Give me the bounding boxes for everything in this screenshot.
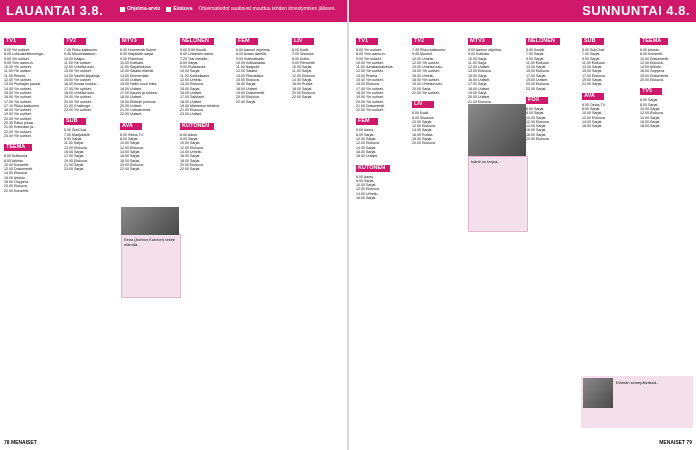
program-listing: 11.00 Yle uutiset. — [64, 60, 92, 65]
program-listing: 12.00 Elokuva. — [292, 73, 316, 78]
program-listing: 16.00 Arkisto. — [4, 175, 26, 180]
right-promo-text: Isänti on tarjoa... — [471, 159, 501, 164]
channel-header: TV5 — [640, 88, 662, 95]
program-listing: 15.00 Hellin suuri mies. — [120, 82, 158, 87]
bottom-strip — [581, 376, 693, 428]
left-footer: 78 MENAISET — [4, 440, 37, 446]
program-listing: 22.00 Sarjat. — [292, 95, 313, 100]
program-listing: 20.00 Uutiset. — [468, 95, 491, 100]
program-listing: 17.00 Sarjat. — [64, 154, 85, 159]
program-listing: 7.00 Sarjat. — [582, 52, 601, 57]
program-listing: 6.00 Aamu. — [356, 128, 375, 133]
program-listing: 12.00 Yle uutiset. — [412, 60, 440, 65]
program-listing: 20.00 Yle uutiset. — [4, 116, 32, 121]
program-listing: 10.00 Sarjat. — [292, 65, 313, 70]
program-listing: 6.00 Kodit. — [292, 48, 310, 52]
program-listing: 19.00 Mahdoton tehtävä. — [180, 103, 220, 108]
program-listing: 12.00 Elokuva. — [526, 119, 550, 124]
program-listing: 8.00 Sarjat. — [356, 132, 375, 137]
program-listing: 8.00 Sarjat. — [180, 60, 199, 65]
program-listing: 21.00 Dokumentti. — [356, 103, 386, 108]
program-listing: 6.00 Arkisto. — [640, 48, 660, 52]
listing-column — [468, 36, 524, 440]
program-listing: 18.00 Yle uutiset. — [356, 90, 384, 95]
program-listing: 17.00 Yle uutiset. — [356, 86, 384, 91]
program-listing: 11.00 Jumalanpalvelus. — [356, 65, 394, 70]
channel-header: TV2 — [412, 38, 434, 45]
program-listing: 6.00 Sarjat. — [640, 98, 659, 103]
program-listing: 14.00 Vauhtii kilpailuja. — [64, 73, 101, 78]
program-listing: 8.30 Iltapäivän sarjat. — [120, 52, 155, 57]
program-listing: 14.00 Uutiset. — [120, 78, 143, 83]
program-listing: 13.00 Sarjat. — [526, 65, 547, 70]
program-listing: 21.00 Elokuva. — [468, 99, 492, 104]
program-listing: 16.00 Yle uutiset. — [4, 95, 32, 100]
program-listing: 17.00 Sarjat. — [526, 73, 547, 78]
program-listing: 23.00 Uutiset. — [180, 112, 203, 117]
channel-header: TV1 — [4, 38, 26, 45]
program-listing: 20.00 Elokuva. — [526, 82, 550, 87]
program-listing: 8.00 Kotiin. — [292, 56, 310, 61]
program-listing: 10.00 Sarjat. — [180, 141, 201, 146]
program-listing: 22.00 Yle uutiset. — [412, 90, 440, 95]
left-promo-text: Eeva (Ashton Kutcher) tekee elämää... — [124, 237, 176, 247]
program-listing: 11.00 Elokuva. — [582, 60, 606, 65]
program-listing: 14.00 Arkisto. — [640, 65, 662, 70]
program-listing: 11.00 Sarja. — [468, 60, 488, 65]
program-listing: 10.00 Sarjat. — [120, 141, 141, 146]
program-listing: 16.00 Urheilu. — [412, 73, 435, 78]
program-listing: 7.00 Maajussille. — [64, 132, 91, 137]
program-listing: 15.00 Elokuva. — [526, 69, 550, 74]
program-listing: 18.00 Sarjat. — [180, 158, 201, 163]
program-listing: 14.00 Elokuva. — [4, 171, 28, 176]
program-listing: 20.00 Elokuva. — [292, 90, 316, 95]
program-listing: 7.00 Sisustus. — [292, 52, 315, 57]
program-listing: 9.00 Yle uutiset. — [356, 56, 382, 61]
bottom-strip-photo — [583, 378, 613, 408]
program-listing: 16.00 Sarjat. — [526, 128, 547, 133]
program-listing: 8.00 Yle uutiset. — [356, 48, 382, 52]
program-listing: 9.05 Ylen aamu-tv. — [4, 60, 34, 65]
program-listing: 19.00 Uutiset. — [526, 78, 549, 83]
program-listing: 12.00 Yle uutiset. — [356, 69, 384, 74]
program-listing: 13.00 Puoliajan paussi. — [4, 82, 42, 87]
program-listing: 6.00 Unelmien aamu. — [180, 52, 215, 57]
program-listing: 14.00 Sarjat. — [582, 119, 603, 124]
right-promo-box — [468, 156, 528, 232]
listing-column — [526, 36, 582, 440]
program-listing: 15.00 Yle uutiset. — [64, 78, 92, 83]
program-listing: 5.00 5.50 Koodit. — [180, 48, 208, 52]
channel-header: AVA — [582, 93, 604, 100]
program-listing: 8.00 Arkisto. — [4, 158, 24, 163]
program-listing: 20.00 Uutiset. — [120, 103, 143, 108]
program-listing: 14.00 Sarjat. — [526, 124, 547, 129]
program-listing: 7.20 Tosi meidän... — [180, 56, 211, 61]
program-listing: 11.00 Sarjaelokuva. — [120, 65, 152, 70]
left-day-title: LAUANTAI 3.8. — [6, 3, 104, 18]
program-listing: 14.00 Sarjat. — [120, 149, 141, 154]
program-listing: 13.00 Elokuva. — [180, 82, 204, 87]
program-listing: 12.00 Yle uutiset. — [4, 78, 32, 83]
channel-header: KUTONEN — [180, 123, 214, 130]
listing-column — [412, 36, 468, 440]
channel-header: MTV3 — [468, 38, 492, 45]
program-listing: 18.00 Dokumentti. — [640, 73, 670, 78]
program-listing: 13.00 Elokuva. — [64, 145, 88, 150]
program-listing: 18.00 Uutiset. — [468, 86, 491, 91]
program-listing: 12.00 Elokuva. — [582, 115, 606, 120]
program-listing: 6.00 Ostos-TV. — [120, 132, 144, 137]
program-listing: 15.00 Yle uutiset. — [412, 69, 440, 74]
program-listing: 13.00 Elokuva. — [468, 69, 492, 74]
program-listing: 15.00 Elokuva. — [356, 82, 380, 87]
program-listing: 21.00 Elokuva. — [180, 108, 204, 113]
program-listing: 22.00 Yle uutiset. — [356, 108, 384, 113]
program-listing: 14.00 Sarjat. — [356, 145, 377, 150]
program-listing: 10.00 Kotikatu. — [120, 60, 144, 65]
left-promo-photo — [121, 207, 179, 235]
program-listing: 10.00 Sarjat. — [356, 183, 377, 188]
program-listing: 13.00 Urheiluruutu. — [412, 65, 443, 70]
program-listing: 8.05 Ylen aamu-tv. — [356, 52, 386, 57]
program-listing: 16.00 Sarjat. — [582, 124, 603, 129]
channel-header: FEM — [356, 118, 378, 125]
program-listing: 6.00 Kulttuuria. — [4, 154, 29, 159]
program-listing: 16.00 Ruoka. — [412, 132, 434, 137]
program-listing: 8.00 Avaan äärellä. — [236, 52, 267, 57]
program-listing: 12.00 Elokuva. — [640, 60, 664, 65]
program-listing: 5.00 SubChat. — [64, 128, 87, 133]
program-listing: 14.00 Yle uutiset. — [4, 86, 32, 91]
program-listing: 17.00 Sarja. — [468, 82, 488, 87]
program-listing: 11.00 Sarjat. — [64, 141, 85, 146]
right-promo-photo — [468, 104, 526, 156]
listing-column — [180, 36, 236, 440]
program-listing: 9.00 Kotikatu. — [468, 52, 490, 57]
right-footer: MENAISET 79 — [659, 440, 692, 446]
program-listing: 8.00 Sisustus. — [412, 115, 435, 120]
program-listing: 14.00 Urheilu. — [356, 191, 379, 196]
program-listing: 6.00 Aamu. — [180, 132, 199, 137]
program-listing: 8.00 Sarjat. — [356, 178, 375, 183]
program-listing: 11.00 Elokuva. — [526, 60, 550, 65]
program-listing: 18.00 Yle uutiset. — [4, 108, 32, 113]
program-listing: 12.00 Elokuva. — [412, 124, 436, 129]
program-listing: 15.00 Sarjat. — [582, 69, 603, 74]
program-listing: 19.00 Sarjat. — [582, 78, 603, 83]
left-promo-box — [121, 234, 181, 298]
program-listing: 14.00 Sarjat. — [640, 115, 661, 120]
channel-header: FOX — [526, 97, 548, 104]
program-listing: 20.00 Elokuva. — [180, 162, 204, 167]
program-listing: 13.00 Sarjat. — [582, 65, 603, 70]
program-listing: 18.00 Yle uutiset. — [412, 78, 440, 83]
program-listing: 20.00 Elokuva. — [4, 184, 28, 189]
program-listing: 18.00 Uutiset. — [180, 99, 203, 104]
program-listing: 15.00 Sarjat. — [180, 86, 201, 91]
program-listing: 20.00 Yle uutiset. — [64, 99, 92, 104]
program-listing: 21.00 Challenge... — [64, 103, 94, 108]
channel-header: NELONEN — [180, 38, 214, 45]
program-listing: 7.45 Pikku kakkonen. — [64, 48, 99, 52]
program-listing: 20.00 Elokuva. — [526, 137, 550, 142]
program-listing: 8.00 Sarjat. — [526, 111, 545, 116]
program-listing: 20.00 Sarja. — [412, 86, 432, 91]
program-listing: 10.00 Sarjat. — [412, 119, 433, 124]
channel-header: TEEMA — [640, 38, 668, 45]
program-listing: 23.00 Sarjat. — [64, 167, 85, 172]
program-listing: 14.00 Sarjat. — [412, 128, 433, 133]
program-listing: 20.30 Paluu pikaa... — [4, 121, 36, 126]
program-listing: 18.00 Sarjat. — [412, 137, 433, 142]
listing-column — [292, 36, 348, 440]
program-listing: 22.00 Sarjat. — [236, 99, 257, 104]
program-listing: 9.00 Pokemon. — [120, 56, 145, 61]
program-listing: 10.00 Yle uutiset. — [356, 60, 384, 65]
program-listing: 9.00 Yle uutiset. — [4, 56, 30, 61]
program-listing: 22.00 Yle uutiset. — [4, 129, 32, 134]
program-listing: 18.00 Urheiluruutu. — [64, 90, 95, 95]
program-listing: 20.00 Elokuva. — [236, 95, 260, 100]
channel-header: SUB — [582, 38, 604, 45]
program-listing: 17.10 Pikku kakkonen. — [4, 103, 41, 108]
program-listing: 15.00 Sarja. — [468, 73, 488, 78]
program-listing: 16.00 Sarjat. — [120, 154, 141, 159]
program-listing: 6.00 Huomenta Suomi. — [120, 48, 157, 52]
program-listing: 10.00 Kotisairaala. — [236, 60, 266, 65]
program-listing: 8.00 Yle uutiset. — [4, 48, 30, 52]
program-listing: 19.00 Elämän julmuus. — [120, 99, 157, 104]
program-listing: 14.00 Yle uutiset. — [356, 78, 384, 83]
program-listing: 22.00 Uutiset. — [120, 112, 143, 117]
program-listing: 12.00 Salatut. — [236, 69, 259, 74]
program-listing: 18.00 Ooppera. — [4, 180, 29, 185]
program-listing: 9.00 Ruokasota. — [180, 65, 207, 70]
program-listing: 16.00 Sarjat. — [640, 119, 661, 124]
program-listing: 9.00 Remontti. — [292, 60, 316, 65]
program-listing: 15.00 Yle uutiset. — [4, 90, 32, 95]
channel-header: LIV — [292, 38, 314, 45]
program-listing: 21.00 Sarjat. — [582, 82, 603, 87]
program-listing: 22.00 Sarjat. — [120, 167, 141, 172]
listing-column — [64, 36, 120, 440]
channel-header: TV1 — [356, 38, 378, 45]
channel-header: MTV3 — [120, 38, 144, 45]
program-listing: 19.00 Elokuva. — [64, 158, 88, 163]
listing-column — [356, 36, 412, 440]
program-listing: 10.00 Sarjat. — [180, 69, 201, 74]
program-listing: 19.00 Sarja. — [468, 90, 488, 95]
program-listing: 10.00 Konsertti. — [4, 162, 30, 167]
program-listing: 11.00 Naapurit. — [236, 65, 261, 70]
program-listing: 16.00 Sarjat. — [356, 196, 377, 201]
program-listing: 10.00 Kaapo. — [64, 56, 86, 61]
program-listing: 22.00 Sarjat. — [526, 86, 547, 91]
program-listing: 18.00 Uutiset. — [236, 86, 259, 91]
program-listing: 12.00 Urheilu. — [180, 78, 203, 83]
program-listing: 16.00 Ooppera. — [640, 69, 665, 74]
channel-header: TV2 — [64, 38, 86, 45]
program-listing: 19.00 Yle uutiset. — [356, 95, 384, 100]
program-listing: 12.00 Elokuva. — [640, 111, 664, 116]
program-listing: 21.00 Sarjat. — [64, 162, 85, 167]
channel-header: SUB — [64, 118, 86, 125]
right-page-header — [349, 0, 696, 22]
program-listing: 10.00 Sarjat. — [582, 111, 603, 116]
program-listing: 16.00 Uutiset. — [468, 78, 491, 83]
program-listing: 9.45 Muumilaakson... — [64, 52, 99, 57]
bottom-strip-text: Elämän sinnepäivässä... — [616, 380, 660, 385]
program-listing: 18.00 Uutiset. — [356, 154, 379, 159]
program-listing: 22.00 Konsertti. — [4, 188, 30, 193]
program-listing: 18.00 Sarjat. — [120, 158, 141, 163]
program-listing: 20.00 Elokuva. — [412, 141, 436, 146]
channel-header: KUTONEN — [356, 165, 390, 172]
program-listing: 6.00 Sarjat. — [526, 106, 545, 111]
program-listing: 14.00 Urheilu. — [180, 149, 203, 154]
program-listing: 12.00 Dokumentti. — [4, 167, 34, 172]
channel-header: LIV — [412, 101, 434, 108]
program-listing: 19.00 Yle uutiset. — [64, 95, 92, 100]
program-listing: 19.00 Dokumentti. — [236, 90, 266, 95]
program-listing: 10.00 Urheilu. — [412, 56, 435, 61]
legend-note: Ohjelmatiedot saattavat muuttua lehden ilmestymisen jälkeen. — [198, 6, 336, 12]
movie-square-icon — [166, 7, 171, 12]
program-listing: 18.00 Sarjat. — [640, 124, 661, 129]
program-listing: 18.00 Sarjat. — [292, 86, 313, 91]
program-listing: 6.00 Aamu. — [356, 174, 375, 179]
program-listing: 9.00 Kotimatkalla. — [236, 56, 265, 61]
program-listing: 12.00 Elokuva. — [180, 145, 204, 150]
program-listing: 8.05 Luksusbrittikuninga... — [4, 52, 46, 57]
channel-header: FEM — [236, 38, 258, 45]
program-listing: 20.00 Yle uutiset. — [356, 99, 384, 104]
program-listing: 10.00 Sarjat. — [640, 106, 661, 111]
program-listing: 11.00 Kotikokkaus. — [180, 73, 211, 78]
program-listing: 12.00 Elokuva. — [120, 145, 144, 150]
program-listing: 9.00 Sarjat. — [582, 56, 601, 61]
program-listing: 11.00 Sarjat. — [292, 69, 313, 74]
program-listing: 6.00 Kodit. — [412, 111, 430, 116]
program-listing: 13.00 Prisma. — [356, 73, 379, 78]
program-listing: 13.00 Pikkusisko. — [236, 73, 264, 78]
program-listing: 21.00 Lottoarvonta. — [120, 108, 151, 113]
program-listing: 18.00 Uutiset. — [120, 95, 143, 100]
program-listing: 11.05 Prisma. — [4, 73, 26, 78]
program-listing: 16.00 Ruoka. — [292, 82, 314, 87]
program-listing: 20.00 Elokuva. — [640, 78, 664, 83]
program-listing: 10.00 Yle uutiset. — [4, 65, 32, 70]
program-listing: 16.00 Kovaa luokka... — [64, 82, 99, 87]
program-listing: 17.00 Kaunis ja rohkea. — [120, 90, 158, 95]
right-day-title: SUNNUNTAI 4.8. — [582, 3, 690, 18]
listing-column — [4, 36, 60, 440]
program-listing: 12.00 Urheiluruutu. — [64, 65, 95, 70]
program-listing: 5.00 SubChat. — [582, 48, 605, 52]
program-listing: 13.00 Emmerdale. — [120, 73, 150, 78]
program-listing: 17.00 Elokuva. — [582, 73, 606, 78]
channel-header: AVA — [120, 123, 142, 130]
program-listing: 7.45 Pikku kakkonen. — [412, 48, 447, 52]
program-listing: 12.00 Elokuva. — [356, 141, 380, 146]
program-listing: 12.00 Uutiset. — [468, 65, 491, 70]
program-listing: 17.00 Yle uutiset. — [4, 99, 32, 104]
program-listing: 12.00 Salatut elämät. — [120, 69, 154, 74]
program-listing: 8.00 Konsertti. — [640, 52, 664, 57]
program-listing: 10.00 Sarja. — [468, 56, 488, 61]
program-listing: 13.00 Yle uutiset. — [64, 69, 92, 74]
program-listing: 12.00 Elokuva. — [356, 187, 380, 192]
program-listing: 20.00 Elokuva. — [120, 162, 144, 167]
program-listing: 23.00 Yle uutiset. — [4, 133, 32, 138]
program-listing: 15.00 Sarjat. — [64, 149, 85, 154]
program-listing: 8.00 Sarjat. — [180, 137, 199, 142]
program-listing: 18.00 Sarjat. — [526, 132, 547, 137]
program-listing: 7.00 Sarjat. — [526, 52, 545, 57]
legend: Ohjelma-arvio Elokuva Ohjelmatiedot saattavat muuttua lehden ilmestymisen jälkeen. — [120, 6, 336, 12]
program-listing: 9.45 Muumit. — [412, 52, 433, 57]
channel-header: NELONEN — [526, 38, 560, 45]
program-listing: 14.00 Sarjat. — [292, 78, 313, 83]
program-listing: 9.00 Sarjat. — [64, 137, 83, 142]
program-listing: 17.00 Salkkarit. — [180, 95, 205, 100]
left-page-header — [0, 0, 347, 22]
program-listing: 6.00 Ostos-TV. — [582, 102, 606, 107]
program-listing: 16.00 Sarjat. — [356, 149, 377, 154]
program-listing: 19.00 Urheiluruutu. — [412, 82, 443, 87]
program-listing: 9.00 Sarjat. — [526, 56, 545, 61]
program-listing: 5.00 Koodit. — [526, 48, 546, 52]
program-listing: 8.00 Sarjat. — [582, 106, 601, 111]
rating-square-icon — [120, 7, 125, 12]
channel-header: TEEMA — [4, 144, 32, 151]
program-listing: 22.00 Yle uutiset. — [64, 108, 92, 113]
program-listing: 16.00 Sarjat. — [180, 154, 201, 159]
program-listing: 8.00 Sarjat. — [120, 137, 139, 142]
program-listing: 10.00 Dokumentti. — [640, 56, 670, 61]
listing-column — [236, 36, 292, 440]
program-listing: 10.00 Sarjat. — [526, 115, 547, 120]
program-listing: 16.00 Sarjat. — [236, 82, 257, 87]
program-listing: 8.00 Aamun ohjelma. — [468, 48, 502, 52]
program-listing: 14.00 Elokuva. — [236, 78, 260, 83]
program-listing: 8.00 Sarjat. — [640, 102, 659, 107]
program-listing: 16.00 Uutiset. — [180, 90, 203, 95]
program-listing: 17.00 Yle uutiset. — [64, 86, 92, 91]
program-listing: 6.00 Aamun ohjelmia. — [236, 48, 271, 52]
program-listing: 10.00 Sarjat. — [356, 137, 377, 142]
program-listing: 16.00 Uutiset. — [120, 86, 143, 91]
program-listing: 19.00 Yle uutiset. — [4, 112, 32, 117]
program-listing: 22.00 Sarjat. — [180, 167, 201, 172]
program-listing: 11.00 Yle uutiset. — [4, 69, 32, 74]
program-listing: 21.00 Kotimaan ja... — [4, 125, 36, 130]
